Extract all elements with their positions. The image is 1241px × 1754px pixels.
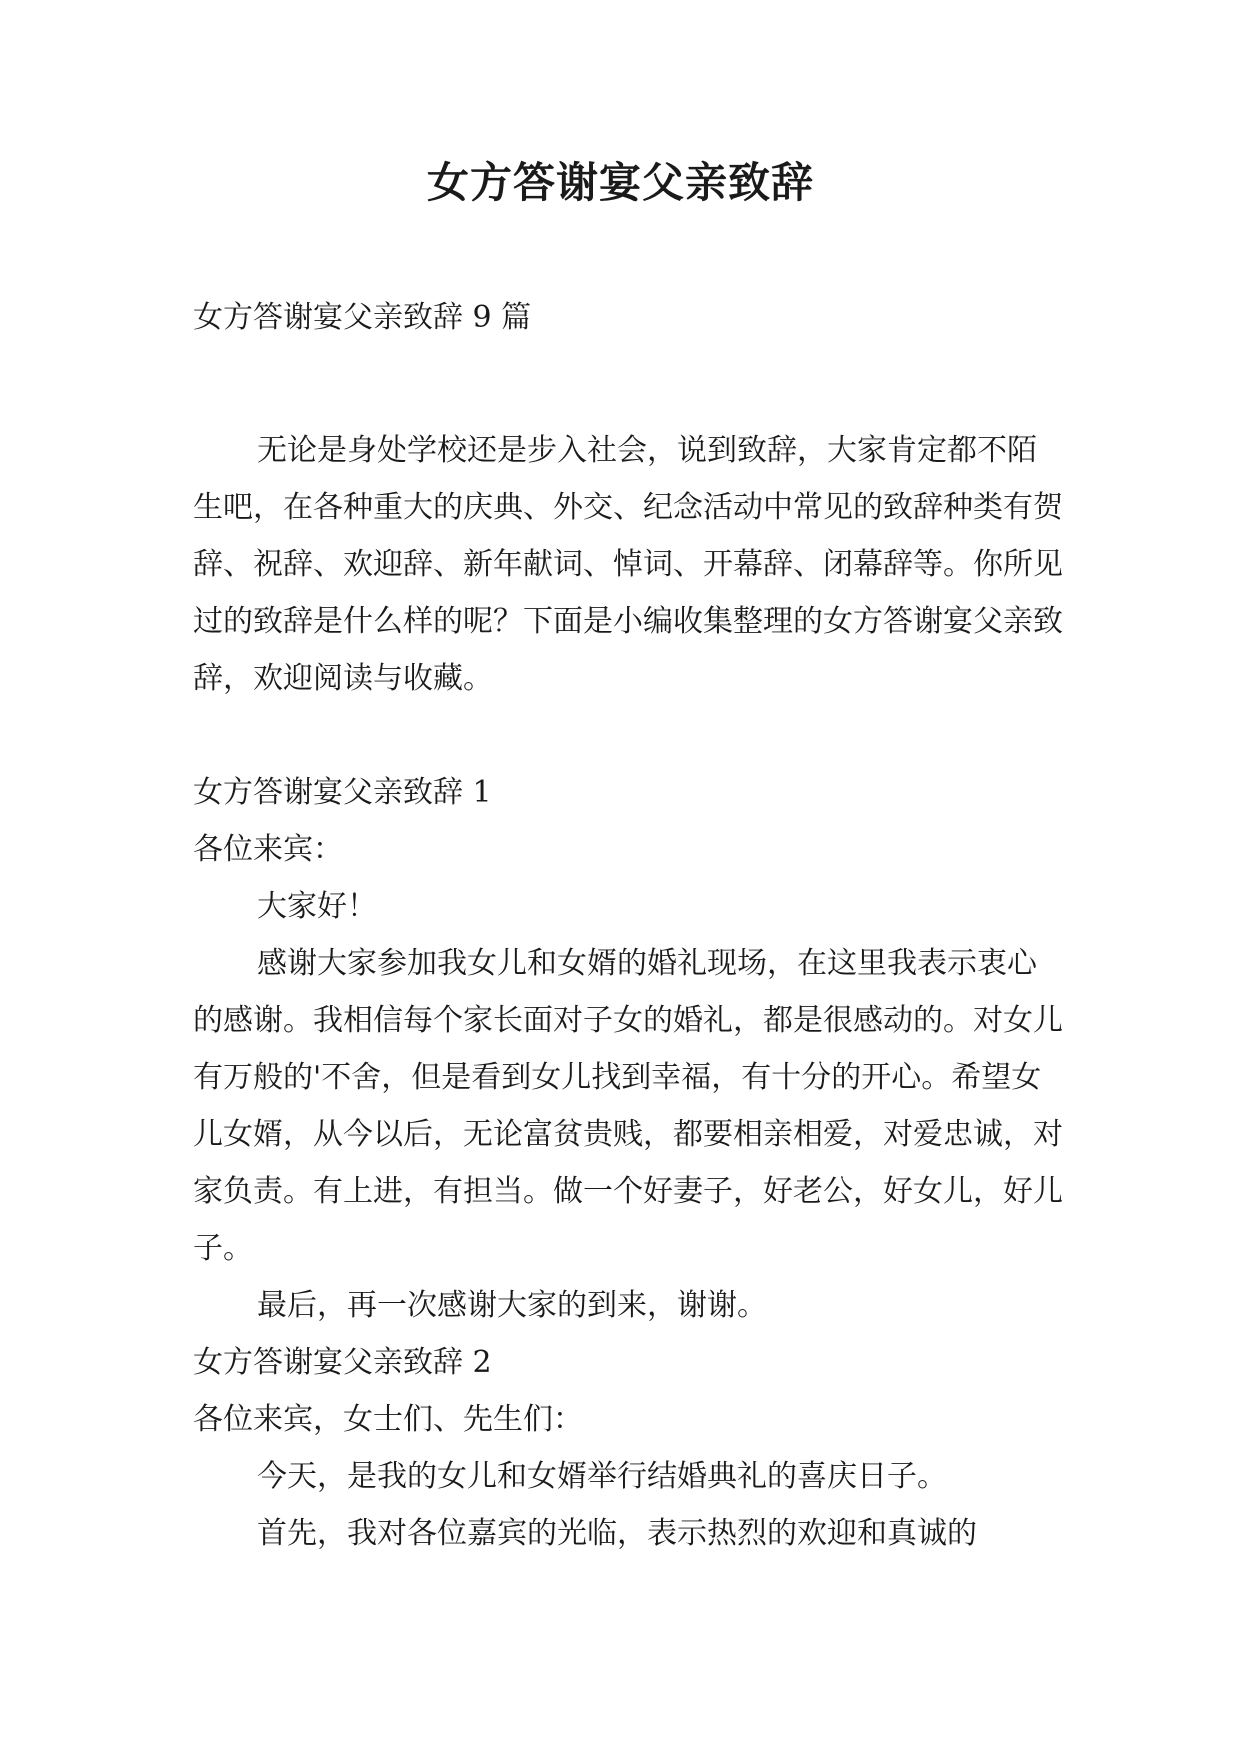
body-paragraph-2b: 首先，我对各位嘉宾的光临，表示热烈的欢迎和真诚的 — [257, 1516, 977, 1551]
section-heading-2: 女方答谢宴父亲致辞 2 — [193, 1345, 492, 1380]
salutation-2: 各位来宾，女士们、先生们： — [193, 1402, 583, 1437]
document-body — [193, 289, 1063, 1562]
closing-paragraph-1: 最后，再一次感谢大家的到来，谢谢。 — [257, 1288, 767, 1323]
salutation-1: 各位来宾： — [193, 832, 343, 867]
body-paragraph-1: 感谢大家参加我女儿和女婿的婚礼现场，在这里我表示衷心的感谢。我相信每个家长面对子女的婚礼，都是很感动的。对女儿有万般的'不舍，但是看到女儿找到幸福，有十分的开心。希望女儿女婿，从今以后，无论富贫贵贱，都要相亲相爱，对爱忠诚，对家负责。有上进，有担当。做一个好妻子，好老公，好女儿，好儿子。 — [193, 946, 1063, 1266]
section-heading-1: 女方答谢宴父亲致辞 1 — [193, 775, 492, 810]
greeting-1: 大家好！ — [257, 889, 377, 924]
intro-paragraph: 无论是身处学校还是步入社会，说到致辞，大家肯定都不陌生吧，在各种重大的庆典、外交、纪念活动中常见的致辞种类有贺辞、祝辞、欢迎辞、新年献词、悼词、开幕辞、闭幕辞等。你所见过的致辞是什么样的呢？下面是小编收集整理的女方答谢宴父亲致辞，欢迎阅读与收藏。 — [193, 433, 1063, 696]
document-title: 女方答谢宴父亲致辞 — [426, 158, 814, 207]
document-subtitle: 女方答谢宴父亲致辞 9 篇 — [193, 300, 532, 335]
body-paragraph-2a: 今天，是我的女儿和女婿举行结婚典礼的喜庆日子。 — [257, 1459, 947, 1494]
